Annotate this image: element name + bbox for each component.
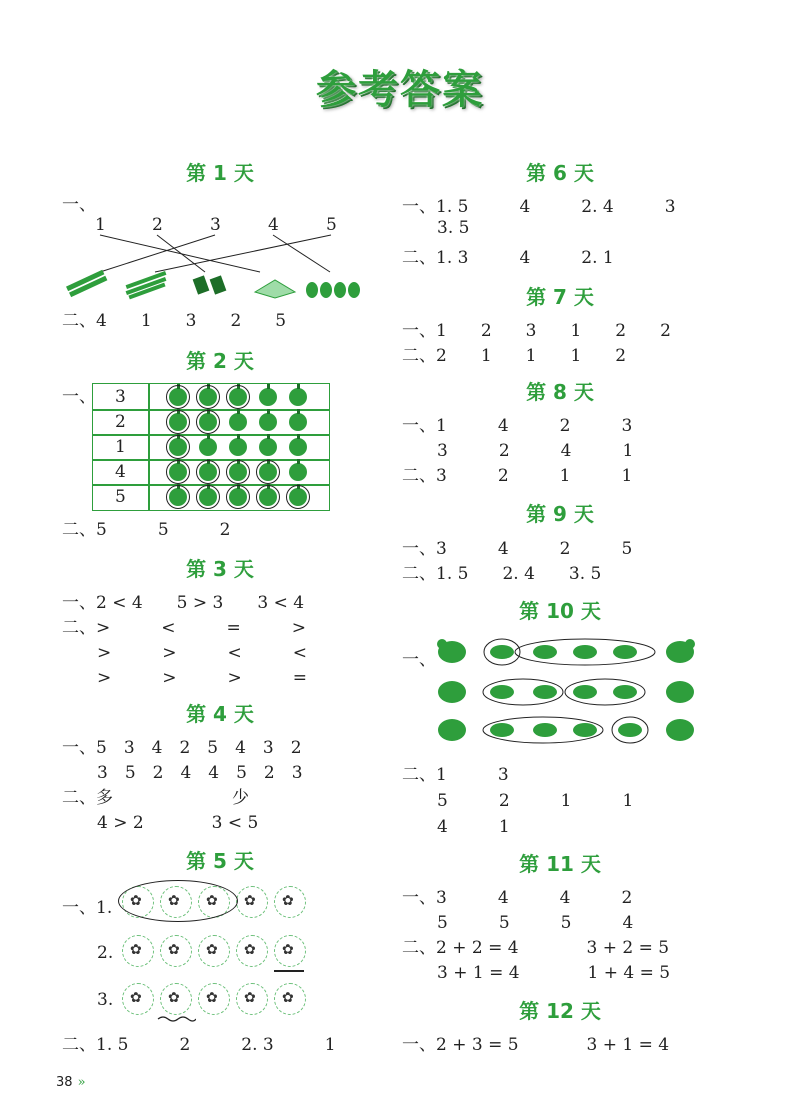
- apple-icon: [199, 438, 217, 456]
- day-3-line1: 一、2 < 4 5 > 3 3 < 4: [62, 593, 305, 613]
- day-7-line2: 二、2 1 1 1 2: [402, 346, 627, 366]
- day-6-heading: 第 6 天: [526, 161, 594, 185]
- day-3-heading: 第 3 天: [186, 557, 254, 581]
- chevron-right-icon: »: [77, 1075, 86, 1090]
- flower-icon: ✿: [274, 983, 306, 1015]
- wavy-mark: [156, 1015, 196, 1023]
- day-12-line1: 一、2 + 3 = 5 3 + 1 = 4: [402, 1035, 670, 1055]
- day-5-row3-label: 3.: [97, 990, 114, 1010]
- day1-num: 3: [210, 215, 221, 235]
- flower-icon: ✿: [236, 935, 268, 967]
- day-8-line1: 一、1 4 2 3: [402, 416, 633, 436]
- day-4-line2: 3 5 2 4 4 5 2 3: [97, 763, 303, 783]
- flower-icon: ✿: [274, 935, 306, 967]
- day-5-row1-label: 一、1.: [62, 898, 113, 918]
- row-number: 5: [115, 487, 126, 507]
- flower-icon: ✿: [198, 886, 230, 918]
- day1-num: 2: [152, 215, 163, 235]
- page-footer: [56, 1071, 86, 1090]
- circle-mark: [256, 460, 280, 484]
- page-title: 参考答案: [316, 67, 484, 113]
- day-11-heading: 第 11 天: [519, 852, 601, 876]
- apple-icon: [259, 438, 277, 456]
- day-1-part2: 二、4 1 3 2 5: [62, 311, 287, 331]
- circle-mark: [226, 485, 250, 509]
- day-5-heading: 第 5 天: [186, 849, 254, 873]
- apple-icon: [259, 388, 277, 406]
- circle-mark: [196, 485, 220, 509]
- day-1-part1-label: 一、: [62, 195, 96, 215]
- day-6-line1: 一、1. 5 4 2. 4 3: [402, 197, 676, 217]
- day-1-heading: 第 1 天: [186, 161, 254, 185]
- day-11-line2: 5 5 5 4: [437, 913, 634, 933]
- day-12-heading: 第 12 天: [519, 999, 601, 1023]
- apple-icon: [229, 413, 247, 431]
- apple-icon: [289, 438, 307, 456]
- day-2-part1-label: 一、: [62, 387, 96, 407]
- day-4-line3: 二、多 少: [62, 788, 249, 808]
- row-number: 4: [115, 462, 126, 482]
- day-3-line2: 二、> < = >: [62, 618, 306, 638]
- circle-mark: [226, 460, 250, 484]
- day-10-heading: 第 10 天: [519, 599, 601, 623]
- apple-table: [92, 383, 330, 511]
- day-10-line1: 二、1 3: [402, 765, 509, 785]
- apple-icon: [229, 438, 247, 456]
- day-2-heading: 第 2 天: [186, 349, 254, 373]
- flower-icon: ✿: [160, 886, 192, 918]
- flower-icon: ✿: [160, 935, 192, 967]
- circle-mark: [286, 485, 310, 509]
- day1-num: 1: [95, 215, 106, 235]
- day-10-line3: 4 1: [437, 817, 510, 837]
- day-4-line1: 一、5 3 4 2 5 4 3 2: [62, 738, 302, 758]
- flower-icon: ✿: [236, 886, 268, 918]
- apple-icon: [289, 413, 307, 431]
- circle-mark: [196, 385, 220, 409]
- circle-mark: [196, 410, 220, 434]
- flower-icon: ✿: [160, 983, 192, 1015]
- circle-mark: [196, 460, 220, 484]
- matching-lines-icon: [60, 232, 380, 302]
- circle-mark: [256, 485, 280, 509]
- day-4-heading: 第 4 天: [186, 702, 254, 726]
- flower-icon: ✿: [198, 935, 230, 967]
- day-10-line2: 5 2 1 1: [437, 791, 634, 811]
- flower-icon: ✿: [236, 983, 268, 1015]
- flower-icon: ✿: [122, 935, 154, 967]
- day-6-line3: 二、1. 3 4 2. 1: [402, 248, 614, 268]
- page-number: 38: [56, 1075, 73, 1090]
- row-number: 3: [115, 387, 126, 407]
- day1-num: 5: [326, 215, 337, 235]
- circle-mark: [166, 410, 190, 434]
- day-5-row2-label: 2.: [97, 943, 114, 963]
- day-11-line4: 3 + 1 = 4 1 + 4 = 5: [437, 963, 671, 983]
- day-3-line4: > > > =: [97, 668, 307, 688]
- apple-icon: [259, 413, 277, 431]
- day-9-line2: 二、1. 5 2. 4 3. 5: [402, 564, 602, 584]
- day-11-line3: 二、2 + 2 = 4 3 + 2 = 5: [402, 938, 670, 958]
- flower-icon: ✿: [274, 886, 306, 918]
- day-11-line1: 一、3 4 4 2: [402, 888, 633, 908]
- day-8-heading: 第 8 天: [526, 380, 594, 404]
- day-9-heading: 第 9 天: [526, 502, 594, 526]
- underline-mark: [274, 970, 304, 972]
- row-number: 2: [115, 412, 126, 432]
- circle-mark: [166, 435, 190, 459]
- day-8-line2: 3 2 4 1: [437, 441, 634, 461]
- circle-mark: [166, 485, 190, 509]
- circle-mark: [166, 460, 190, 484]
- day-8-line3: 二、3 2 1 1: [402, 466, 633, 486]
- day-7-heading: 第 7 天: [526, 285, 594, 309]
- apple-icon: [289, 388, 307, 406]
- day-6-line2: 3. 5: [437, 218, 470, 238]
- day-9-line1: 一、3 4 2 5: [402, 539, 633, 559]
- day-5-part2: 二、1. 5 2 2. 3 1: [62, 1035, 336, 1055]
- day-10-part1-label: 一、: [402, 650, 436, 670]
- day-2-part2: 二、5 5 2: [62, 520, 231, 540]
- flower-icon: ✿: [122, 886, 154, 918]
- flower-icon: ✿: [122, 983, 154, 1015]
- apple-icon: [289, 463, 307, 481]
- row-number: 1: [115, 437, 126, 457]
- fish-cat-diagram: [430, 630, 710, 750]
- group-circle: [118, 880, 238, 922]
- day-3-line3: > > < <: [97, 643, 307, 663]
- day1-num: 4: [268, 215, 279, 235]
- flower-icon: ✿: [198, 983, 230, 1015]
- circle-mark: [226, 385, 250, 409]
- day-4-line4: 4 > 2 3 < 5: [97, 813, 259, 833]
- day-7-line1: 一、1 2 3 1 2 2: [402, 321, 671, 341]
- circle-mark: [166, 385, 190, 409]
